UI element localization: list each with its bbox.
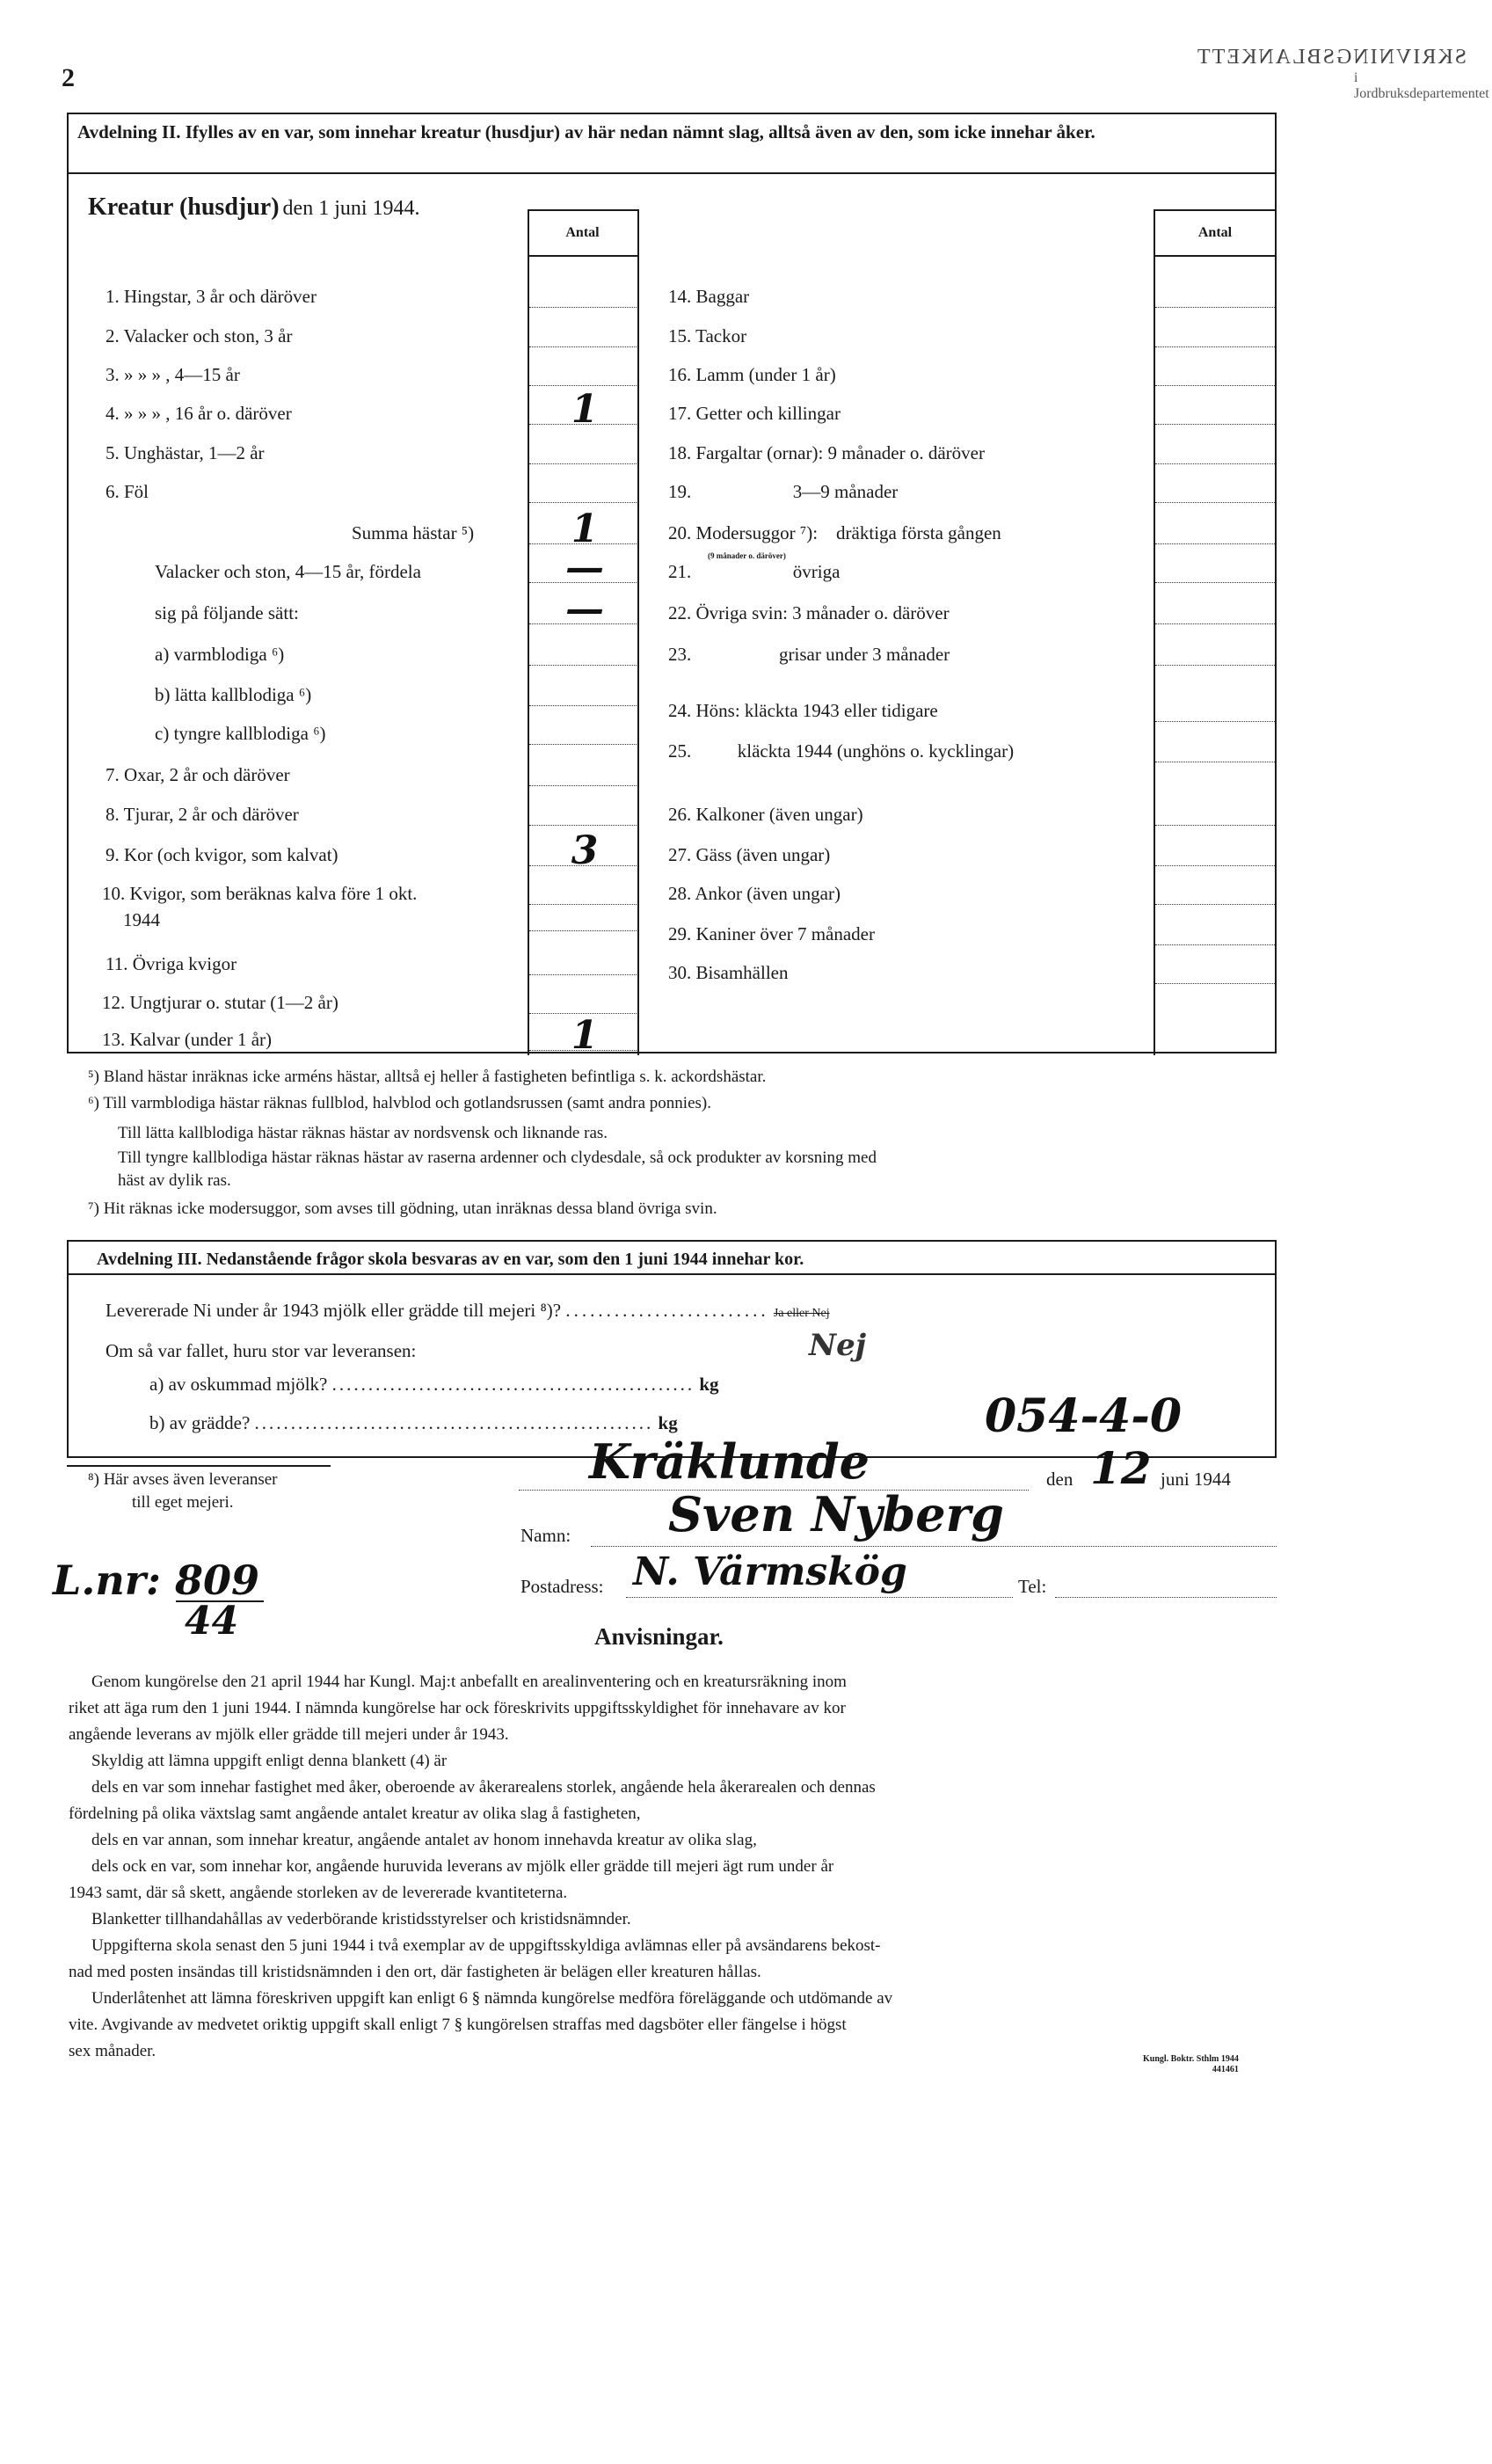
unit-kg-b: kg	[658, 1412, 678, 1433]
left-row-value: —	[565, 545, 604, 590]
right-row-label: 16. Lamm (under 1 år)	[668, 364, 836, 385]
left-row-label: 12. Ungtjurar o. stutar (1—2 år)	[102, 992, 338, 1013]
right-row-label: 23. grisar under 3 månader	[668, 644, 950, 665]
anvisningar-line: dels en var som innehar fastighet med åker, oberoende av åkerarealens storlek, angående hela åkerarealen och dennas	[91, 1778, 876, 1797]
left-row-label: 11. Övriga kvigor	[106, 953, 237, 974]
left-row-label: 6. Föl	[106, 481, 149, 502]
right-row-label: 17. Getter och killingar	[668, 403, 841, 424]
namn-label: Namn:	[520, 1525, 571, 1546]
footnote-line: häst av dylik ras.	[118, 1171, 231, 1190]
right-row-label: 25. kläckta 1944 (unghöns o. kycklingar)	[668, 740, 1015, 762]
left-row-label: 4. » » » , 16 år o. däröver	[106, 403, 292, 424]
handwritten-lnr: L.nr: 809	[53, 1556, 260, 1604]
left-row-value: —	[565, 587, 604, 631]
left-row-label: 3. » » » , 4—15 år	[106, 364, 240, 385]
handwritten-code: 054-4-0	[985, 1389, 1183, 1443]
anvisningar-line: dels en var annan, som innehar kreatur, angående antalet av honom innehavda kreatur av olika slag,	[91, 1831, 757, 1849]
anvisningar-line: dels ock en var, som innehar kor, angående huruvida leverans av mjölk eller grädde till mejeri ägt rum under år	[91, 1857, 834, 1876]
right-row-label: 30. Bisamhällen	[668, 962, 789, 983]
printer-mark	[1143, 2054, 1239, 2075]
right-row-label: 18. Fargaltar (ornar): 9 månader o. däröver	[668, 442, 985, 463]
postadress-label: Postadress:	[520, 1576, 604, 1597]
lnr-fraction-bar	[176, 1600, 264, 1602]
left-row-line	[529, 307, 637, 308]
right-row-line	[1155, 424, 1275, 425]
footnote-8-line-2: till eget mejeri.	[132, 1493, 234, 1512]
sow-age-note: (9 månader o. däröver)	[708, 551, 786, 560]
left-row-label: 13. Kalvar (under 1 år)	[102, 1029, 272, 1050]
question-2a: a) av oskummad mjölk? .................................................. kg	[149, 1374, 719, 1395]
anvisningar-line: fördelning på olika växtslag samt angående antalet kreatur av olika slag å fastigheten,	[69, 1804, 641, 1823]
footnote-line: Till lätta kallblodiga hästar räknas hästar av nordsvensk och liknande ras.	[118, 1124, 608, 1142]
section-2-intro	[77, 121, 1264, 143]
left-row-value: 3	[571, 828, 599, 873]
mirrored-header-subtext: i Jordbruksdepartementet	[1354, 70, 1489, 101]
left-row-line	[529, 665, 637, 666]
left-row-label: a) varmblodiga ⁶)	[155, 644, 285, 665]
anvisningar-line: riket att äga rum den 1 juni 1944. I nämnda kungörelse har ock föreskrivits uppgiftsskyldighet för innehavare av kor	[69, 1699, 846, 1717]
left-row-label: sig på följande sätt:	[155, 602, 299, 623]
tel-line	[1055, 1597, 1277, 1598]
right-row-label: 26. Kalkoner (även ungar)	[668, 804, 863, 825]
left-row-line	[529, 705, 637, 706]
tel-label: Tel:	[1018, 1576, 1047, 1597]
right-row-line	[1155, 944, 1275, 945]
postadress-line	[626, 1597, 1013, 1598]
left-row-label: b) lätta kallblodiga ⁶)	[155, 684, 312, 705]
left-antal-hdr-line	[528, 255, 637, 257]
right-row-line	[1155, 582, 1275, 583]
left-antal-line-a	[528, 209, 529, 1055]
page-number: 2	[62, 63, 75, 92]
question-2b-text: b) av grädde?	[149, 1412, 251, 1433]
printer-mark-line-2: 441461	[1212, 2065, 1239, 2074]
printer-mark-line-1: Kungl. Boktr. Sthlm 1944	[1143, 2054, 1239, 2064]
right-antal-top	[1154, 209, 1277, 211]
right-row-label: 22. Övriga svin: 3 månader o. däröver	[668, 602, 950, 623]
anvisningar-line: nad med posten insändas till kristidsnämnden i den ort, där fastigheten är belägen eller kreaturen hållas.	[69, 1963, 761, 1981]
anvisningar-title: Anvisningar.	[594, 1623, 724, 1650]
handwritten-nej: Nej	[809, 1328, 867, 1363]
left-row-line	[529, 744, 637, 745]
anvisningar-line: 1943 samt, där så skett, angående storleken av de levererade kvantiteterna.	[69, 1884, 568, 1902]
left-antal-top	[528, 209, 637, 211]
anvisningar-line: Uppgifterna skola senast den 5 juni 1944 i två exemplar av de uppgiftsskyldiga avlämnas eller på avsändarens bekost-	[91, 1936, 881, 1955]
right-row-label: 21. övriga	[668, 561, 841, 582]
right-row-line	[1155, 543, 1275, 544]
right-row-line	[1155, 307, 1275, 308]
left-row-line	[529, 502, 637, 503]
left-row-label: 1. Hingstar, 3 år och däröver	[106, 286, 317, 307]
handwritten-day: 12	[1090, 1442, 1152, 1494]
left-row-value: 1	[571, 1013, 599, 1058]
namn-line	[591, 1546, 1277, 1547]
right-antal-hdr-line	[1154, 255, 1277, 257]
anvisningar-line: sex månader.	[69, 2042, 156, 2060]
right-row-line	[1155, 904, 1275, 905]
right-row-label: 14. Baggar	[668, 286, 750, 307]
left-row-line	[529, 385, 637, 386]
section-2-intro-text: Ifylles av en var, som innehar kreatur (husdjur) av här nedan nämnt slag, alltså även av den, som icke innehar åker.	[185, 121, 1095, 142]
left-row-label: Valacker och ston, 4—15 år, fördela	[155, 561, 421, 582]
right-row-line	[1155, 825, 1275, 826]
left-row-label: 7. Oxar, 2 år och däröver	[106, 764, 290, 785]
left-row-label: 8. Tjurar, 2 år och däröver	[106, 804, 299, 825]
right-row-line	[1155, 463, 1275, 464]
title-main: Kreatur (husdjur)	[88, 193, 280, 221]
footnote-line: ⁷) Hit räknas icke modersuggor, som avses till gödning, utan inräknas dessa bland övriga svin.	[88, 1199, 717, 1218]
left-row-line	[529, 463, 637, 464]
left-row-line	[529, 974, 637, 975]
left-row-label: 2. Valacker och ston, 3 år	[106, 325, 293, 346]
right-row-label: 29. Kaniner över 7 månader	[668, 923, 875, 944]
yes-no-options: Ja eller Nej	[773, 1307, 830, 1320]
right-row-line	[1155, 623, 1275, 624]
anvisningar-line: Skyldig att lämna uppgift enligt denna blankett (4) är	[91, 1752, 448, 1770]
right-antal-header: Antal	[1197, 225, 1233, 240]
anvisningar-line: Underlåtenhet att lämna föreskriven uppgift kan enligt 6 § nämnda kungörelse medföra föreläggande och utdömande av	[91, 1989, 893, 2008]
section-3-divider	[67, 1273, 1277, 1275]
right-row-label: 27. Gäss (även ungar)	[668, 844, 831, 865]
anvisningar-line: vite. Avgivande av medvetet oriktig uppgift skall enligt 7 § kungörelsen straffas med dagsböter eller fängelse i högst	[69, 2016, 847, 2034]
question-1-text: Levererade Ni under år 1943 mjölk eller grädde till mejeri ⁸)?	[106, 1300, 562, 1321]
left-row-line	[529, 825, 637, 826]
right-row-line	[1155, 346, 1275, 347]
right-row-label: 15. Tackor	[668, 325, 747, 346]
handwritten-name: Sven Nyberg	[668, 1486, 1004, 1542]
right-row-line	[1155, 983, 1275, 984]
left-row-label: 5. Unghästar, 1—2 år	[106, 442, 265, 463]
title-date: den 1 juni 1944.	[282, 197, 420, 220]
question-1: Levererade Ni under år 1943 mjölk eller grädde till mejeri ⁸)? ......................... Ja eller Nej	[106, 1300, 830, 1321]
right-row-line	[1155, 865, 1275, 866]
right-row-label: 20. Modersuggor ⁷): dräktiga första gången	[668, 522, 1001, 543]
anvisningar-line: angående leverans av mjölk eller grädde till mejeri under år 1943.	[69, 1725, 509, 1744]
question-2a-text: a) av oskummad mjölk?	[149, 1374, 328, 1395]
right-row-line	[1155, 665, 1275, 666]
unit-kg-a: kg	[699, 1374, 719, 1395]
handwritten-place: Kräklunde	[589, 1433, 870, 1490]
intro-divider	[67, 172, 1277, 174]
handwritten-lnr-year: 44	[185, 1599, 239, 1644]
left-row-value: 1	[571, 387, 599, 432]
right-row-line	[1155, 385, 1275, 386]
left-row-label: 9. Kor (och kvigor, som kalvat)	[106, 844, 338, 865]
left-row-line	[529, 904, 637, 905]
left-row-label: 10. Kvigor, som beräknas kalva före 1 okt.	[102, 883, 418, 904]
right-antal-line	[1154, 209, 1155, 1055]
section-2-title	[88, 193, 420, 222]
left-row-label: 1944	[123, 909, 160, 930]
left-row-label: c) tyngre kallblodiga ⁶)	[155, 723, 326, 744]
left-antal-header: Antal	[565, 225, 600, 240]
footnote-8-rule	[67, 1465, 331, 1467]
question-2b: b) av grädde? ....................................................... kg	[149, 1412, 678, 1433]
right-row-line	[1155, 721, 1275, 722]
footnote-line: ⁶) Till varmblodiga hästar räknas fullblod, halvblod och gotlandsrussen (samt andra ponnies).	[88, 1094, 711, 1112]
den-label: den	[1046, 1469, 1074, 1490]
section-3-title: Avdelning III. Nedanstående frågor skola besvaras av en var, som den 1 juni 1944 innehar kor.	[97, 1250, 804, 1269]
section-2-intro-label: Avdelning II.	[77, 121, 181, 142]
section-2-box	[67, 113, 1277, 1053]
anvisningar-line: Genom kungörelse den 21 april 1944 har Kungl. Maj:t anbefallt en arealinventering och en kreatursräkning inom	[91, 1673, 847, 1691]
right-row-label: 24. Höns: kläckta 1943 eller tidigare	[668, 700, 938, 721]
footnote-line: ⁵) Bland hästar inräknas icke arméns hästar, alltså ej heller å fastigheten befintliga s. k. ackordshästar.	[88, 1068, 767, 1086]
right-row-label: 19. 3—9 månader	[668, 481, 899, 502]
mirrored-header-text: SKRIVNINGSBLANKETT	[1196, 46, 1467, 69]
right-row-line	[1155, 502, 1275, 503]
left-row-line	[529, 346, 637, 347]
left-row-label: Summa hästar ⁵)	[352, 522, 475, 543]
left-row-line	[529, 930, 637, 931]
footnote-line: Till tyngre kallblodiga hästar räknas hästar av raserna ardenner och clydesdale, så ock produkter av korsning med	[118, 1148, 877, 1167]
right-row-label: 28. Ankor (även ungar)	[668, 883, 841, 904]
month-year: juni 1944	[1161, 1469, 1231, 1490]
left-row-line	[529, 785, 637, 786]
left-row-value: 1	[571, 507, 599, 551]
handwritten-postadress: N. Värmskög	[633, 1549, 907, 1594]
footnote-8-line-1: ⁸) Här avses även leveranser	[88, 1470, 278, 1489]
anvisningar-line: Blanketter tillhandahållas av vederbörande kristidsstyrelser och kristidsnämnder.	[91, 1910, 631, 1928]
left-antal-line-b	[637, 209, 639, 1055]
question-2: Om så var fallet, huru stor var leveransen:	[106, 1340, 417, 1361]
